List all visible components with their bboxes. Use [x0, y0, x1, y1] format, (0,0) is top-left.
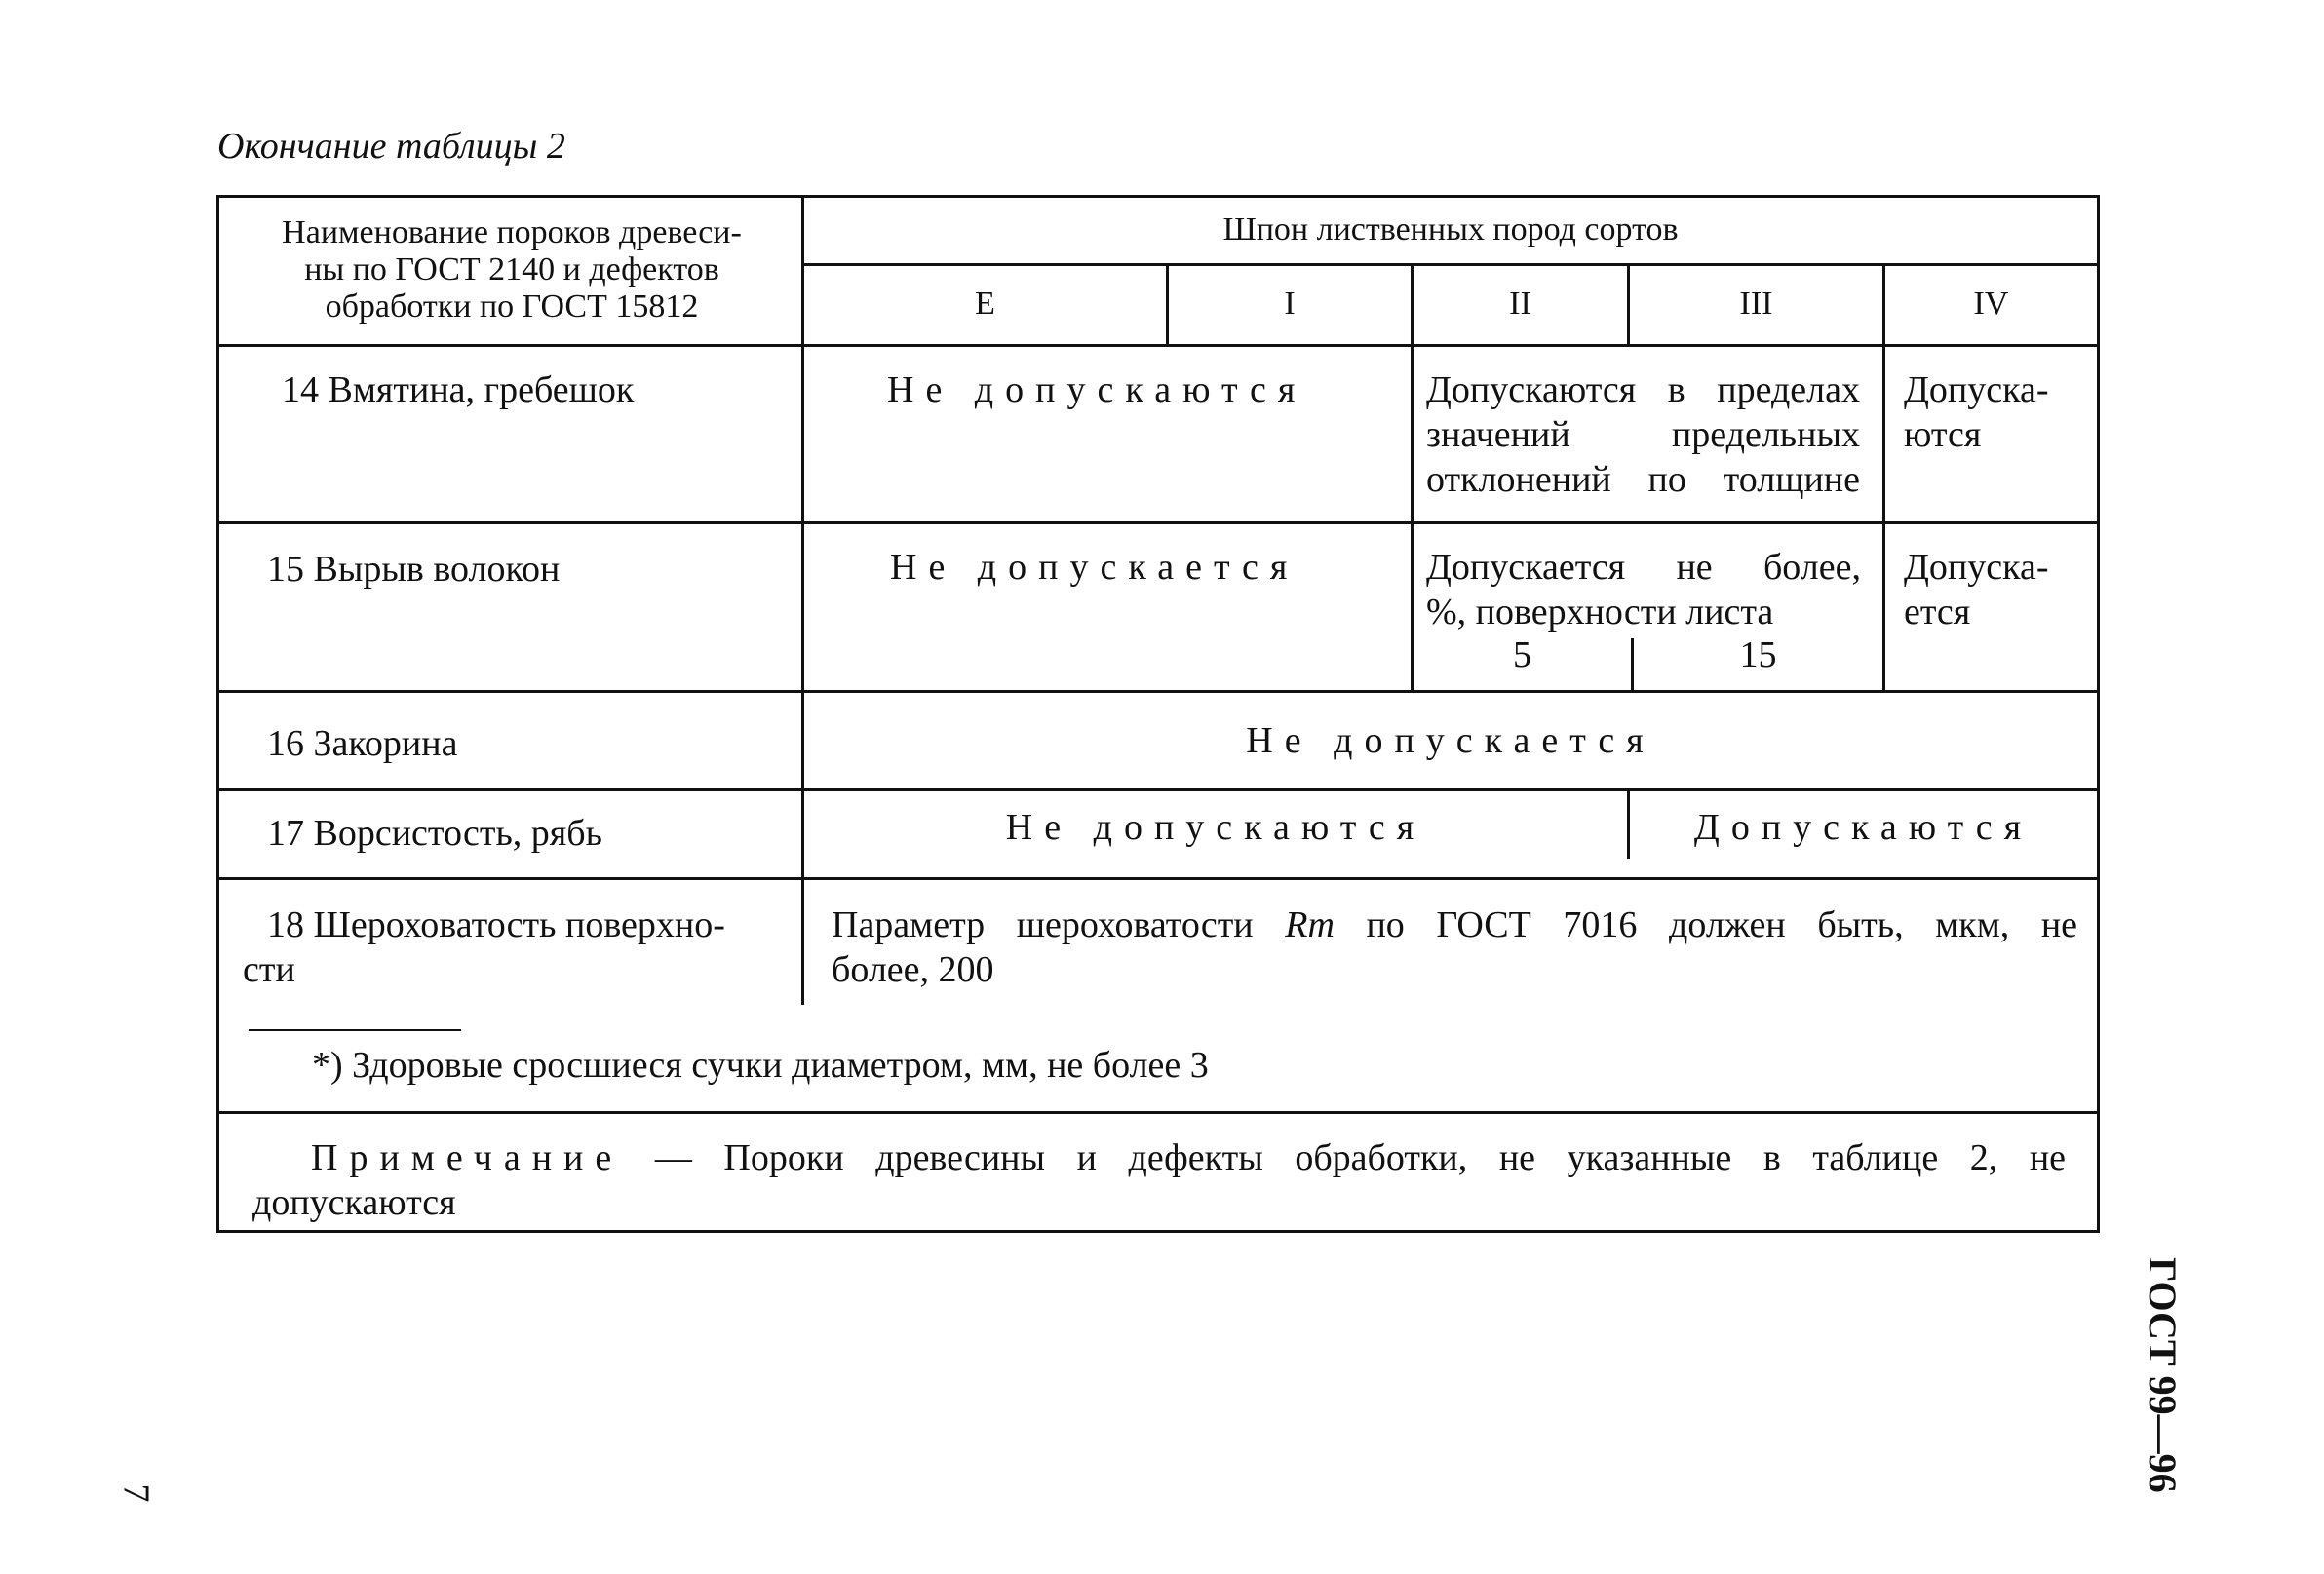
- footnote: *) Здоровые сросшиеся сучки диаметром, мм, не более 3: [312, 1045, 1209, 1086]
- row15-iv-line-1: Допуска-: [1904, 547, 2049, 588]
- row15-iv-value: [1904, 545, 2049, 634]
- rule-note-top: [219, 1111, 2097, 1114]
- rule-i-ii: [1411, 263, 1414, 690]
- row15-ii-iii-line-1: Допускается не более,: [1426, 547, 1861, 588]
- row18-value-line-1-b: по ГОСТ 7016 должен быть, мкм, не: [1366, 904, 2078, 945]
- header-grade-iv: IV: [1973, 286, 2009, 322]
- row15-ii-percent: 5: [1513, 634, 1531, 675]
- row14-e-i-value: Не допускаются: [887, 369, 1307, 410]
- row18-name-line-2: сти: [243, 949, 295, 990]
- row16-all-value: Не допускается: [1246, 720, 1655, 761]
- row14-iv-line-1: Допуска-: [1904, 369, 2049, 410]
- row15-iv-line-2: ется: [1904, 592, 1971, 633]
- row15-e-i-value: Не допускается: [890, 547, 1299, 588]
- row18-value: [832, 902, 2077, 992]
- row18-value-line-1-a: Параметр шероховатости: [832, 904, 1254, 945]
- rule-header-sub: [804, 263, 2097, 266]
- rule-row14-bottom: [219, 521, 2097, 524]
- row17-name: 17 Ворсистость, рябь: [267, 813, 602, 854]
- rule-iii-iv: [1882, 263, 1885, 690]
- header-grade-e: E: [975, 286, 995, 322]
- row15-ii-iii-line-2: %, поверхности листа: [1426, 592, 1774, 633]
- row14-name: 14 Вмятина, гребешок: [282, 369, 635, 410]
- note-text-line-1: Пороки древесины и дефекты обработки, не указанные в таблице 2, не: [723, 1137, 2067, 1178]
- row15-name: 15 Вырыв волокон: [267, 549, 561, 590]
- row16-name: 16 Закорина: [267, 723, 458, 764]
- row14-ii-iii-value: [1426, 367, 1860, 502]
- rule-footnote-short: [249, 1029, 461, 1031]
- note-dash: —: [654, 1137, 692, 1178]
- row18-param-rm: Rm: [1285, 904, 1335, 945]
- row15-ii-iii-value: [1426, 545, 1861, 634]
- header-defect-name: [229, 214, 794, 326]
- row14-ii-iii-line-3: отклонений по толщине: [1426, 459, 1860, 500]
- table-2-continuation: [216, 195, 2100, 1233]
- row18-value-line-1: [832, 902, 2077, 947]
- header-grade-i: I: [1284, 286, 1296, 322]
- row14-ii-iii-line-1: Допускаются в пределах: [1426, 369, 1860, 410]
- row14-iv-line-2: ются: [1904, 414, 1982, 455]
- rule-row16-bottom: [219, 788, 2097, 791]
- row18-name: [243, 902, 725, 992]
- row17-e-ii-value: Не допускаются: [1005, 807, 1426, 848]
- rule-header-bottom: [219, 344, 2097, 347]
- row14-iv-value: [1904, 367, 2049, 457]
- document-side-label: ГОСТ 99—96: [2141, 1257, 2185, 1493]
- row15-iii-percent: 15: [1739, 634, 1777, 675]
- header-grade-ii: II: [1509, 286, 1531, 322]
- row18-name-line-1: 18 Шероховатость поверхно-: [267, 904, 725, 945]
- header-defect-name-line-1: Наименование пороков древеси-: [282, 214, 742, 250]
- row17-iii-iv-value: Допускаются: [1693, 807, 2034, 848]
- note: [252, 1135, 2066, 1225]
- table-caption: Окончание таблицы 2: [217, 126, 565, 167]
- header-grade-iii: III: [1739, 286, 1773, 322]
- header-defect-name-line-2: ны по ГОСТ 2140 и дефектов: [304, 251, 719, 288]
- note-line-1: [252, 1135, 2066, 1180]
- rule-row15-bottom: [219, 690, 2097, 693]
- row18-value-line-2: более, 200: [832, 949, 994, 990]
- rule-row17-bottom: [219, 877, 2097, 880]
- header-defect-name-line-3: обработки по ГОСТ 15812: [325, 288, 699, 325]
- page-number: 7: [115, 1483, 157, 1503]
- note-label: Примечание: [311, 1137, 624, 1178]
- row14-ii-iii-line-2: значений предельных: [1426, 414, 1860, 455]
- header-group: Шпон лиственных пород сортов: [1222, 211, 1679, 248]
- note-line-2: допускаются: [252, 1182, 456, 1223]
